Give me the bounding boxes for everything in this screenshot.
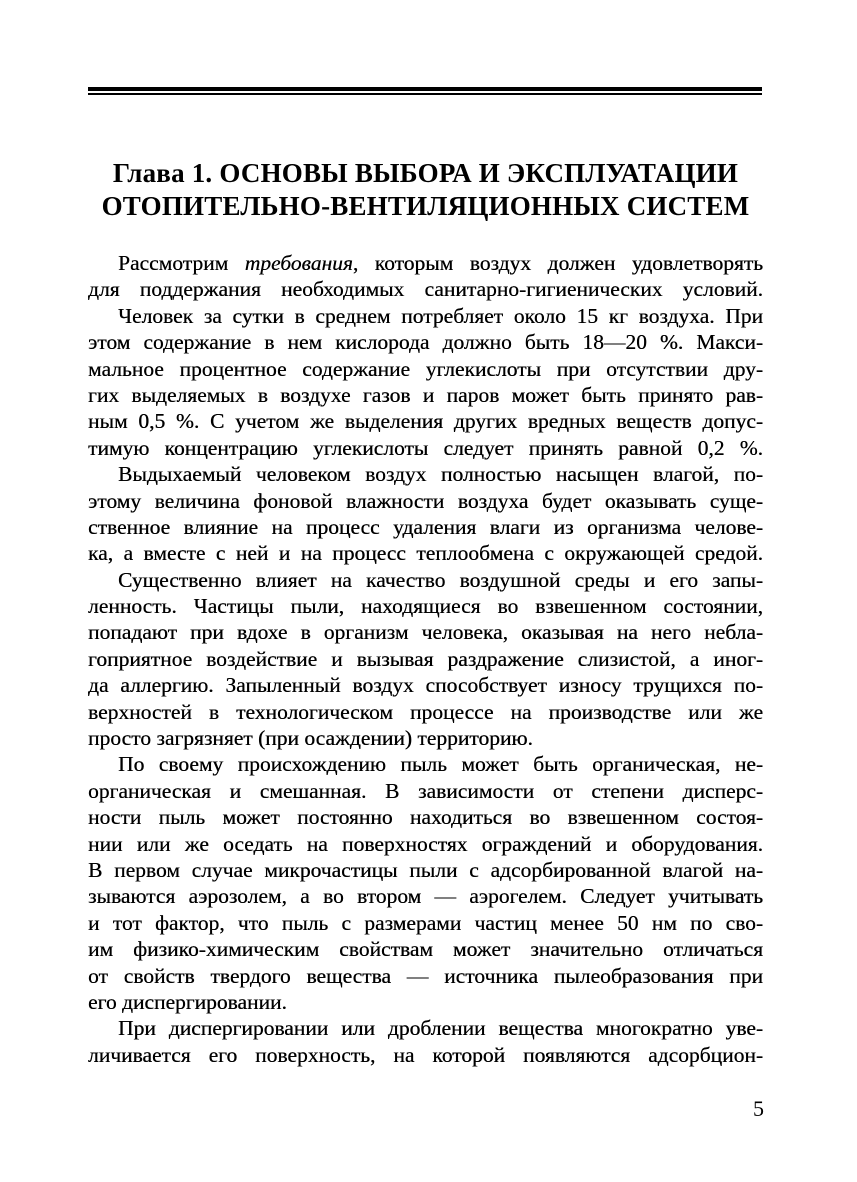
text-line: этому величина фоновой влажности воздуха будет оказывать суще- bbox=[88, 488, 763, 513]
text-line: личивается его поверхность, на которой появляются адсорбцион- bbox=[88, 1042, 763, 1067]
text-line: этом содержание в нем кислорода должно быть 18—20 %. Макси- bbox=[88, 330, 763, 355]
text-line: ка, а вместе с ней и на процесс теплообмена с окружающей средой. bbox=[88, 541, 763, 566]
chapter-heading-line1: Глава 1. ОСНОВЫ ВЫБОРА И ЭКСПЛУАТАЦИИ bbox=[112, 158, 739, 188]
text-line: и тот фактор, что пыль с размерами частиц менее 50 нм по сво- bbox=[88, 910, 763, 935]
text-line: Рассмотрим требования, которым воздух должен удовлетворять bbox=[118, 251, 763, 275]
text-line: для поддержания необходимых санитарно-гигиенических условий. bbox=[88, 277, 763, 302]
text-line: от свойств твердого вещества — источника пылеобразования при bbox=[88, 963, 763, 988]
text-line: верхностей в технологическом процессе на производстве или же bbox=[88, 699, 763, 724]
text-line: да аллергию. Запыленный воздух способствует износу трущихся по- bbox=[88, 673, 763, 698]
chapter-heading bbox=[88, 157, 763, 223]
page-number: 5 bbox=[753, 1096, 764, 1121]
text-line: зываются аэрозолем, а во втором — аэрогелем. Следует учитывать bbox=[88, 884, 763, 909]
text-line: нии или же оседать на поверхностях ограждений и оборудования. bbox=[88, 831, 763, 856]
text-line: им физико-химическим свойствам может значительно отличаться bbox=[88, 937, 763, 962]
chapter-heading-line2: ОТОПИТЕЛЬНО-ВЕНТИЛЯЦИОННЫХ СИСТЕМ bbox=[101, 191, 750, 221]
header-double-rule bbox=[88, 87, 762, 95]
text-line: В первом случае микрочастицы пыли с адсорбированной влагой на- bbox=[88, 857, 763, 882]
text-line: гоприятное воздействие и вызывая раздражение слизистой, а иног- bbox=[88, 646, 763, 671]
text-line: По своему происхождению пыль может быть органическая, не- bbox=[118, 752, 763, 777]
text-line: Человек за сутки в среднем потребляет около 15 кг воздуха. При bbox=[118, 303, 763, 328]
text-line: Выдыхаемый человеком воздух полностью насыщен влагой, по- bbox=[118, 462, 763, 487]
text-line: гих выделяемых в воздухе газов и паров может быть принято рав- bbox=[88, 382, 763, 407]
text-line: ленность. Частицы пыли, находящиеся во взвешенном состоянии, bbox=[88, 594, 763, 619]
text-line: мальное процентное содержание углекислоты при отсутствии дру- bbox=[88, 356, 763, 381]
text-line: ным 0,5 %. С учетом же выделения других вредных веществ допус- bbox=[88, 409, 763, 434]
text-line: тимую концентрацию углекислоты следует принять равной 0,2 %. bbox=[88, 435, 763, 460]
text-line: попадают при вдохе в организм человека, оказывая на него небла- bbox=[88, 620, 763, 645]
text-line: органическая и смешанная. В зависимости от степени дисперс- bbox=[88, 778, 763, 803]
body-text bbox=[88, 250, 763, 1068]
text-line: ственное влияние на процесс удаления влаги из организма челове- bbox=[88, 514, 763, 539]
text-line: его диспергировании. bbox=[88, 989, 287, 1014]
text-line: ности пыль может постоянно находиться во взвешенном состоя- bbox=[88, 805, 763, 830]
text-line: При диспергировании или дроблении вещества многократно уве- bbox=[118, 1016, 763, 1041]
text-line: Существенно влияет на качество воздушной среды и его запы- bbox=[118, 567, 763, 592]
text-line: просто загрязняет (при осаждении) территорию. bbox=[88, 726, 533, 751]
